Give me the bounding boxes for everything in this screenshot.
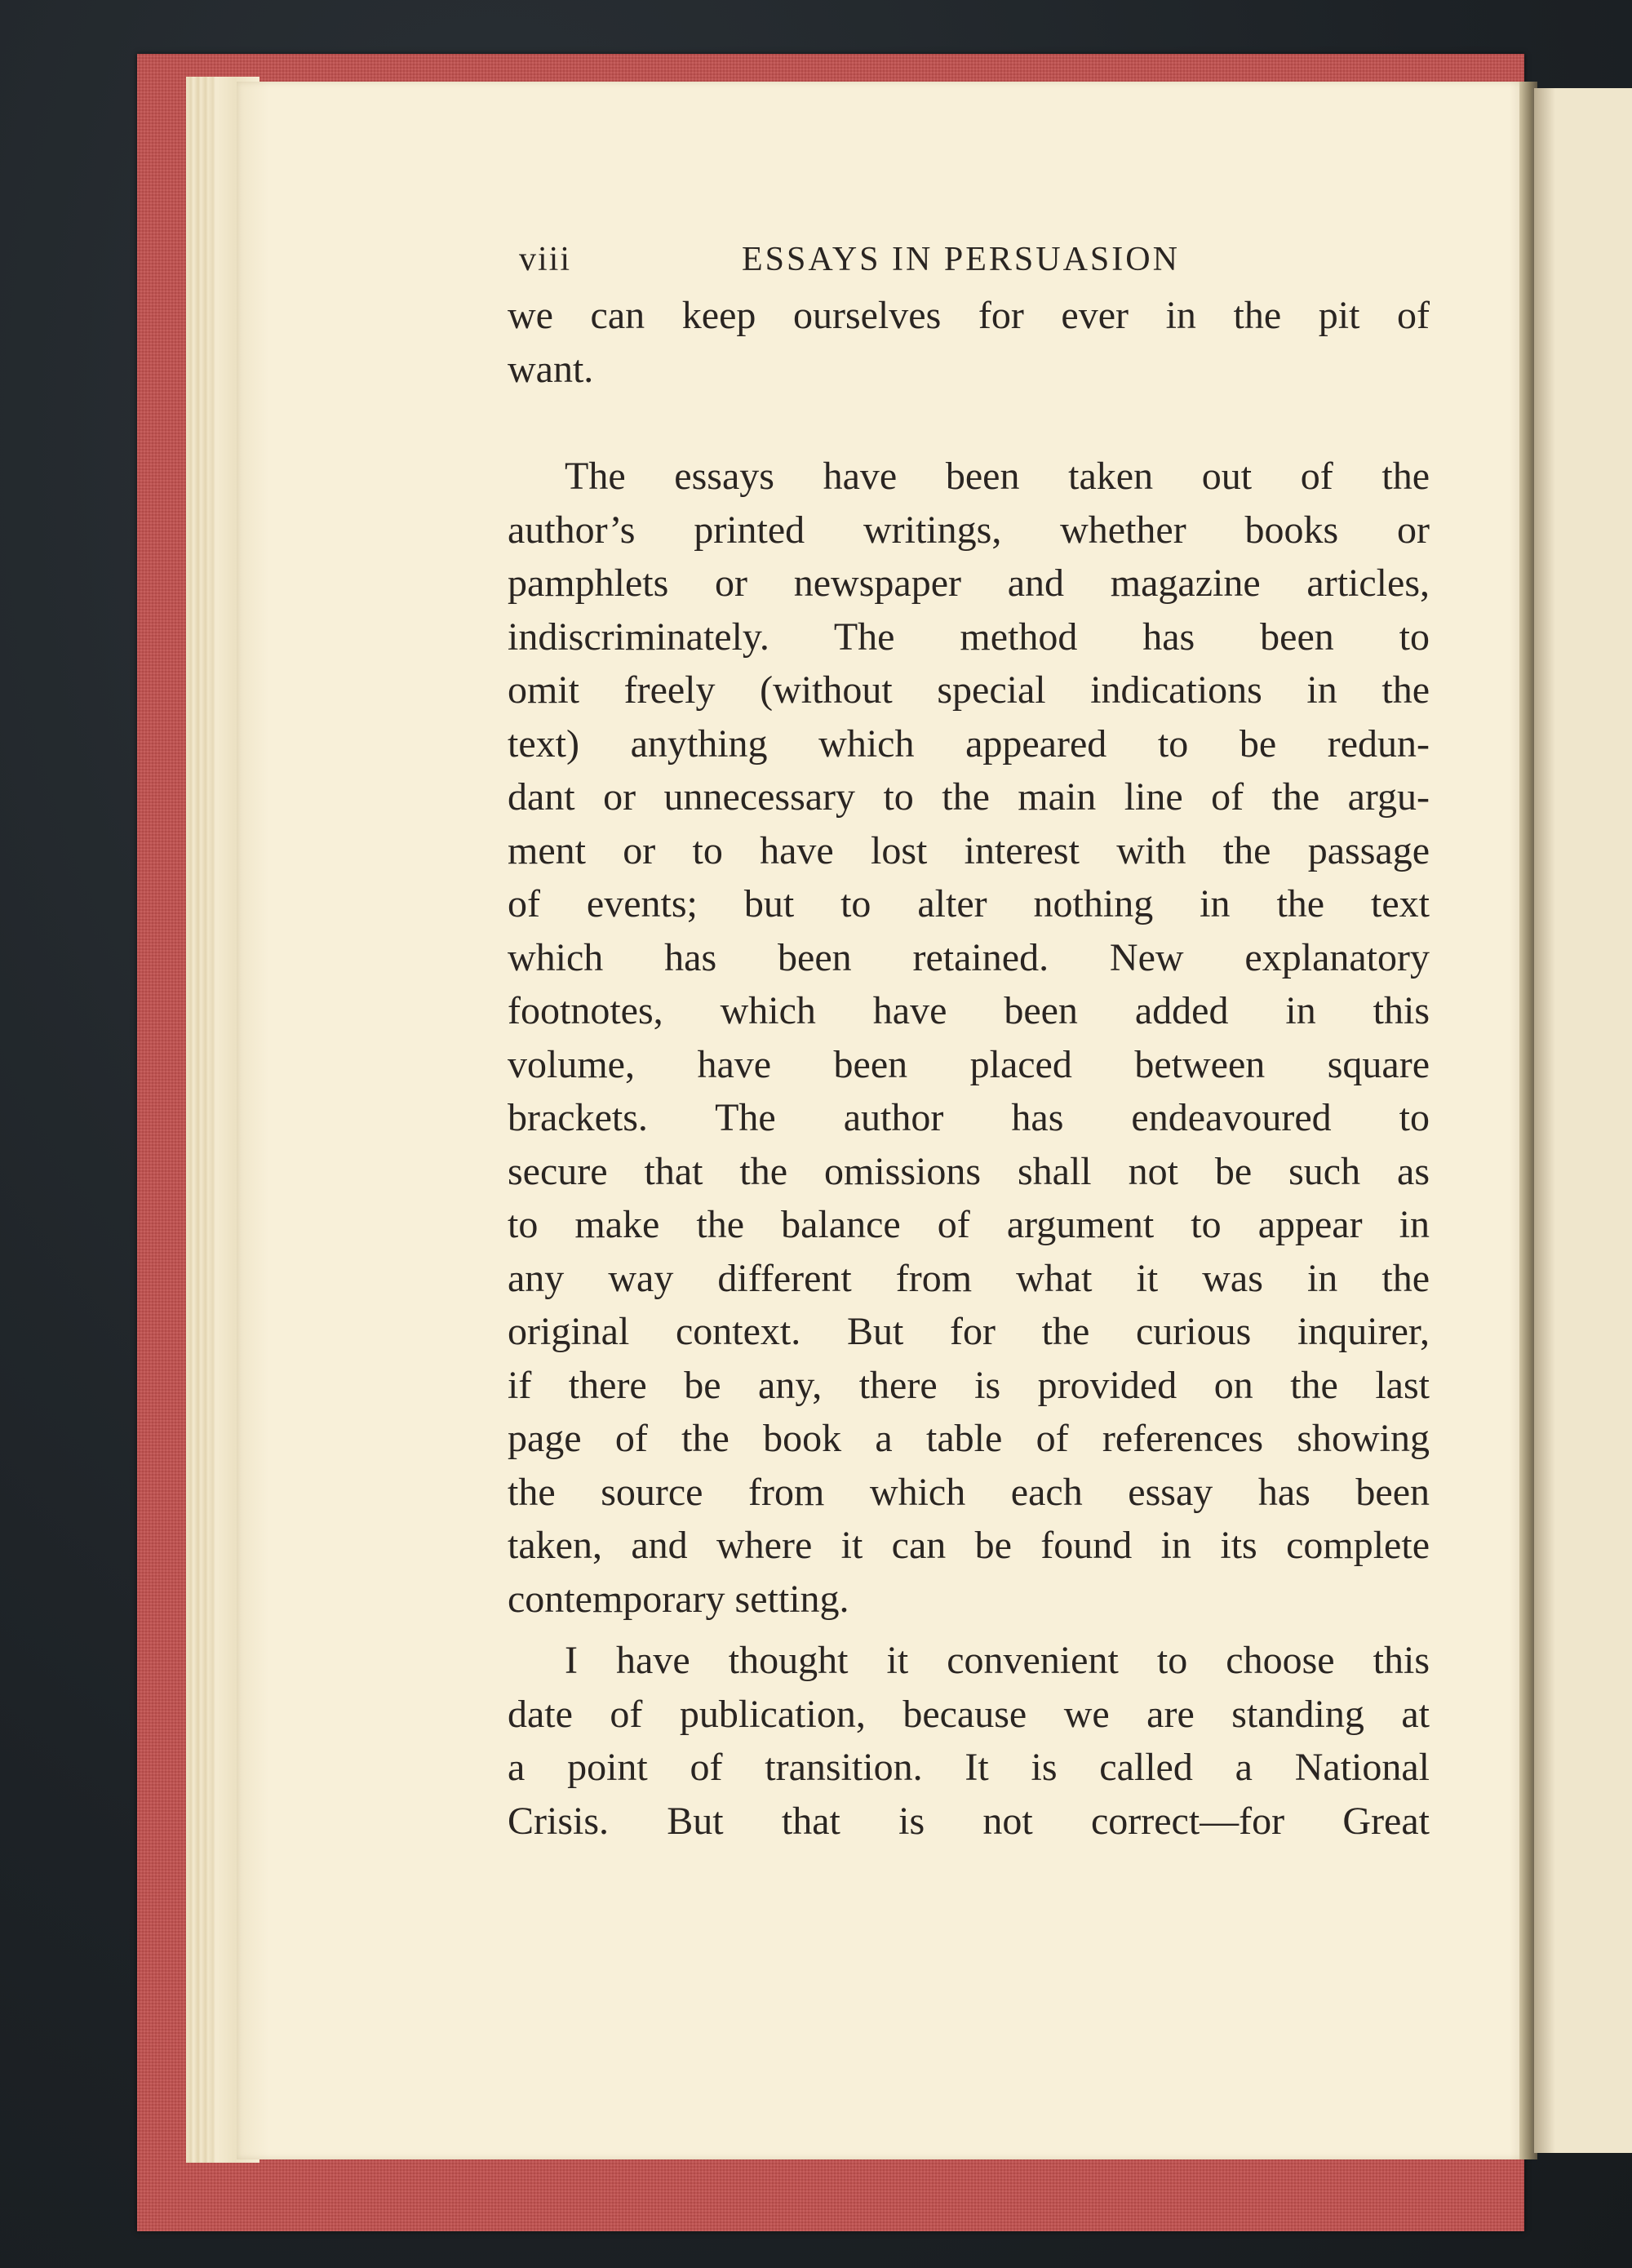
text-line: original context. But for the curious inquirer, [508, 1310, 1430, 1353]
page-number: viii [519, 241, 572, 278]
text-line: brackets. The author has endeavoured to [508, 1096, 1430, 1139]
text-line: want. [508, 347, 594, 391]
text-line: which has been retained. New explanatory [508, 935, 1430, 979]
paragraph-1 [508, 289, 1430, 396]
text-line: we can keep ourselves for ever in the pit of [508, 294, 1430, 337]
paragraph-gap [508, 1626, 1430, 1634]
text-line: volume, have been placed between square [508, 1042, 1430, 1086]
paragraph-2 [508, 450, 1430, 1626]
text-line: a point of transition. It is called a National [508, 1746, 1430, 1789]
facing-page-edge [1534, 88, 1632, 2153]
text-line: any way different from what it was in the [508, 1256, 1430, 1300]
text-line: dant or unnecessary to the main line of the argu- [508, 775, 1430, 819]
text-line: The essays have been taken out of the [565, 455, 1430, 498]
text-line: indiscriminately. The method has been to [508, 615, 1430, 659]
text-line: of events; but to alter nothing in the text [508, 882, 1430, 925]
text-line: taken, and where it can be found in its complete [508, 1524, 1430, 1567]
running-title: ESSAYS IN PERSUASION [742, 241, 1180, 278]
text-line: I have thought it convenient to choose this [565, 1639, 1430, 1682]
text-line: if there be any, there is provided on the last [508, 1363, 1430, 1407]
text-line: author’s printed writings, whether books or [508, 508, 1430, 552]
paragraph-3 [508, 1634, 1430, 1848]
text-line: contemporary setting. [508, 1577, 849, 1621]
paragraph-gap [508, 396, 1430, 450]
text-line: date of publication, because we are standing at [508, 1692, 1430, 1736]
page-text [508, 232, 1430, 1848]
text-line: footnotes, which have been added in this [508, 989, 1430, 1032]
text-line: pamphlets or newspaper and magazine articles, [508, 561, 1430, 605]
text-line: page of the book a table of references showing [508, 1417, 1430, 1460]
text-line: Crisis. But that is not correct—for Great [508, 1799, 1430, 1843]
running-head [508, 232, 1430, 289]
text-line: text) anything which appeared to be redun- [508, 721, 1430, 766]
text-line: ment or to have lost interest with the passage [508, 828, 1430, 872]
text-line: omit freely (without special indications in the [508, 668, 1430, 712]
text-line: secure that the omissions shall not be such as [508, 1149, 1430, 1193]
text-line: to make the balance of argument to appear in [508, 1203, 1430, 1246]
text-line: the source from which each essay has been [508, 1470, 1430, 1514]
